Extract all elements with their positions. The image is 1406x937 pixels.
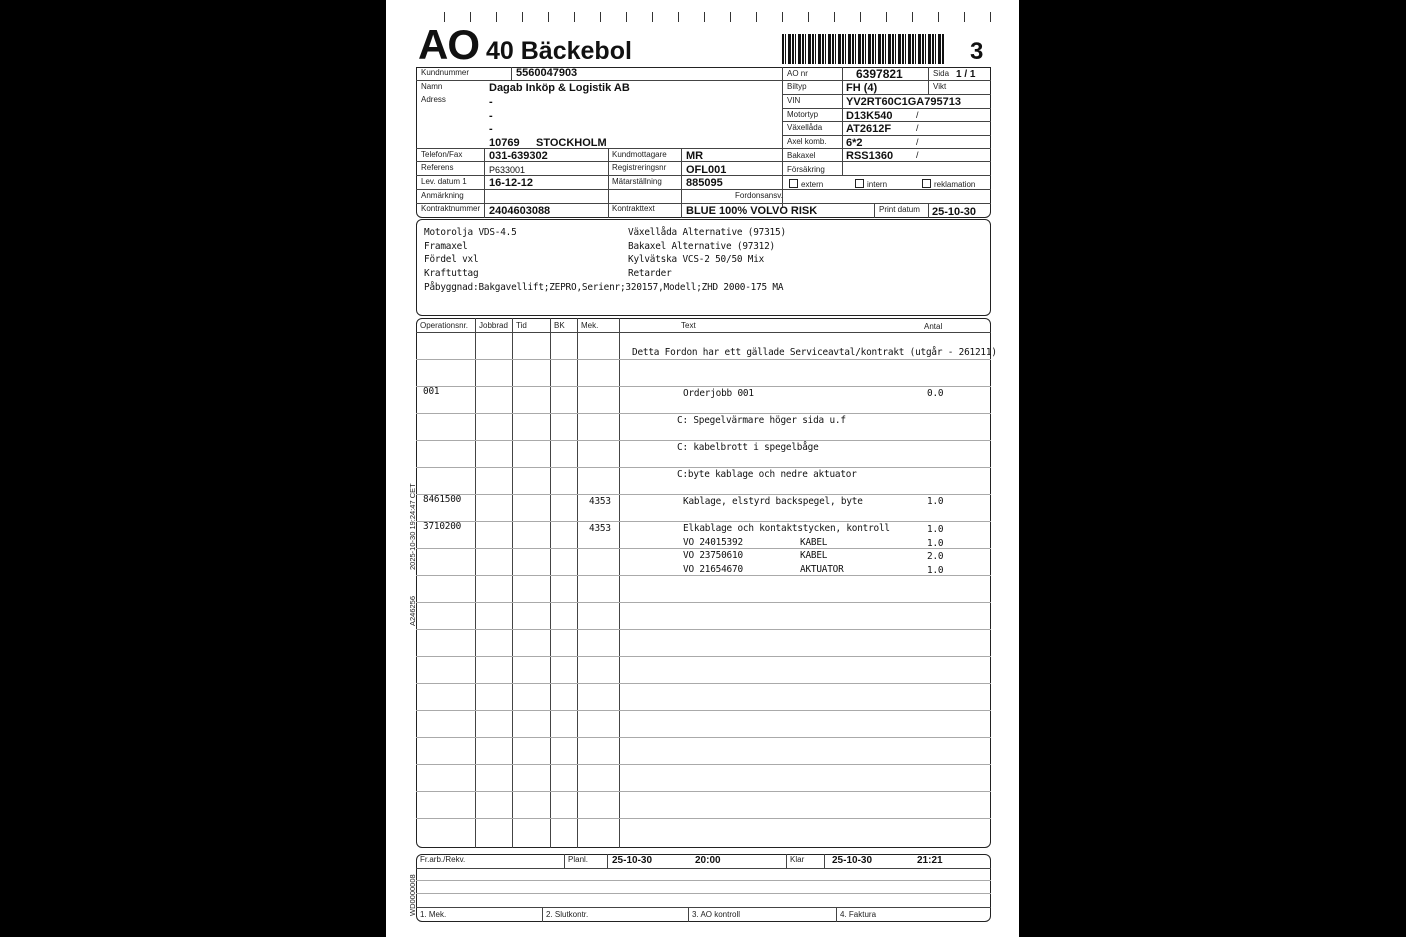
kundnummer-label: Kundnummer	[421, 68, 470, 77]
matarstallning-value: 885095	[686, 177, 723, 189]
biltyp-value: FH (4)	[846, 82, 878, 94]
work-order-page	[386, 0, 1019, 937]
levdatum-label: Lev. datum 1	[421, 177, 467, 186]
ort-value: STOCKHOLM	[536, 137, 607, 149]
referens-value: P633001	[489, 165, 526, 175]
spec-right-3: Kylvätska VCS-2 50/50 Mix	[628, 254, 765, 265]
frarb-label: Fr.arb./Rekv.	[420, 855, 466, 864]
bakaxel-slash: /	[916, 150, 919, 160]
col-tid: Tid	[516, 321, 527, 330]
part-code: VO 23750610	[683, 550, 743, 561]
part-antal: 1.0	[927, 565, 944, 576]
axel-value: 6*2	[846, 137, 863, 149]
col-opnr: Operationsnr.	[420, 321, 469, 330]
part-antal: 1.0	[927, 538, 944, 549]
fordonsansv-label: Fordonsansv.	[735, 191, 783, 200]
side-footer-id: WD0000008	[408, 874, 417, 916]
postnr-value: 10769	[489, 137, 520, 149]
row-text: C: Spegelvärmare höger sida u.f	[677, 415, 846, 426]
print-datum-value: 25-10-30	[932, 206, 977, 218]
signature-ao-kontroll: 3. AO kontroll	[692, 910, 741, 919]
klar-time: 21:21	[917, 855, 943, 866]
telefon-value: 031-639302	[489, 150, 548, 162]
row-text: Elkablage och kontaktstycken, kontroll	[683, 523, 890, 534]
part-name: AKTUATOR	[800, 564, 844, 575]
namn-label: Namn	[421, 82, 443, 91]
checkbox-icon	[855, 179, 864, 188]
row-opnr: 3710200	[423, 521, 462, 532]
klar-label: Klar	[790, 855, 805, 864]
intern-checkbox[interactable]: intern	[855, 179, 887, 189]
part-antal: 2.0	[927, 551, 944, 562]
motortyp-value: D13K540	[846, 110, 893, 122]
part-name: KABEL	[800, 537, 828, 548]
kundmottagare-value: MR	[686, 150, 704, 162]
copy-number: 3	[970, 38, 984, 65]
print-datum-label: Print datum	[879, 205, 920, 214]
motortyp-label: Motortyp	[787, 110, 819, 119]
row-opnr: 8461500	[423, 494, 462, 505]
part-name: KABEL	[800, 550, 828, 561]
kontrakt-value: 2404603088	[489, 205, 551, 217]
bakaxel-value: RSS1360	[846, 150, 894, 162]
adress-line-3: -	[489, 123, 493, 135]
levdatum-value: 16-12-12	[489, 177, 534, 189]
vikt-label: Vikt	[933, 82, 947, 91]
col-text: Text	[681, 321, 696, 330]
signature-slutkontr: 2. Slutkontr.	[546, 910, 589, 919]
col-antal: Antal	[924, 322, 943, 331]
kontrakttext-value: BLUE 100% VOLVO RISK	[686, 205, 818, 217]
referens-label: Referens	[421, 163, 454, 172]
spec-right-2: Bakaxel Alternative (97312)	[628, 241, 775, 252]
row-text: Orderjobb 001	[683, 388, 754, 399]
registreringsnr-label: Registreringsnr	[612, 163, 667, 172]
spec-left-4: Kraftuttag	[424, 268, 479, 279]
registreringsnr-value: OFL001	[686, 164, 727, 176]
side-doc-id: A246256	[408, 595, 417, 626]
plan-date: 25-10-30	[612, 855, 653, 866]
motortyp-slash: /	[916, 110, 919, 120]
service-contract-notice: Detta Fordon har ett gällade Serviceavtal/kontrakt (utgår - 261211)	[632, 347, 997, 358]
checkbox-icon	[789, 179, 798, 188]
row-antal: 0.0	[927, 388, 944, 399]
row-opnr: 001	[423, 386, 440, 397]
signature-mek: 1. Mek.	[420, 910, 447, 919]
vaxellada-slash: /	[916, 123, 919, 133]
spec-left-1: Motorolja VDS-4.5	[424, 227, 517, 238]
sida-value: 1 / 1	[956, 69, 976, 80]
namn-value: Dagab Inköp & Logistik AB	[489, 82, 630, 94]
kundmottagare-label: Kundmottagare	[612, 150, 667, 159]
telefon-label: Telefon/Fax	[421, 150, 463, 159]
ao-nr-value: 6397821	[856, 67, 903, 81]
adress-line-1: -	[489, 96, 493, 108]
spec-right-1: Växellåda Alternative (97315)	[628, 227, 786, 238]
row-mek: 4353	[589, 496, 611, 507]
kontrakt-label: Kontraktnummer	[421, 204, 481, 213]
col-bk: BK	[554, 321, 565, 330]
signature-faktura: 4. Faktura	[840, 910, 877, 919]
spec-left-3: Fördel vxl	[424, 254, 479, 265]
row-mek: 4353	[589, 523, 611, 534]
anmarkning-label: Anmärkning	[421, 191, 464, 200]
pabyggnad-text: Påbyggnad:Bakgavellift;ZEPRO,Serienr;320157,Modell;ZHD 2000-175 MA	[424, 282, 784, 293]
col-jobbrad: Jobbrad	[479, 321, 508, 330]
axel-label: Axel komb.	[787, 137, 827, 146]
vaxellada-value: AT2612F	[846, 123, 892, 135]
adress-label: Adress	[421, 95, 446, 104]
spec-right-4: Retarder	[628, 268, 672, 279]
vin-value: YV2RT60C1GA795713	[846, 96, 961, 108]
col-mek: Mek.	[581, 321, 599, 330]
page-title: 40 Bäckebol	[486, 37, 632, 65]
plan-time: 20:00	[695, 855, 721, 866]
kundnummer-value: 5560047903	[516, 67, 578, 79]
vaxellada-label: Växellåda	[787, 123, 823, 132]
row-text: C: kabelbrott i spegelbåge	[677, 442, 819, 453]
vin-label: VIN	[787, 96, 801, 105]
reklamation-checkbox[interactable]: reklamation	[922, 179, 975, 189]
klar-date: 25-10-30	[832, 855, 873, 866]
checkbox-icon	[922, 179, 931, 188]
matarstallning-label: Mätarställning	[612, 177, 662, 186]
spec-left-2: Framaxel	[424, 241, 468, 252]
row-text: C:byte kablage och nedre aktuator	[677, 469, 857, 480]
row-text: Kablage, elstyrd backspegel, byte	[683, 496, 863, 507]
kontrakttext-label: Kontrakttext	[612, 204, 655, 213]
forsakring-label: Försäkring	[787, 165, 825, 174]
row-antal: 1.0	[927, 496, 944, 507]
ao-mark: AO	[418, 21, 479, 68]
bakaxel-label: Bakaxel	[787, 151, 816, 160]
part-code: VO 21654670	[683, 564, 743, 575]
plan-label: Planl.	[568, 855, 589, 864]
extern-checkbox[interactable]: extern	[789, 179, 823, 189]
part-code: VO 24015392	[683, 537, 743, 548]
sida-label: Sida	[933, 69, 950, 78]
axel-slash: /	[916, 137, 919, 147]
row-antal: 1.0	[927, 524, 944, 535]
side-timestamp: 2025-10-30 19:24:47 CET	[408, 483, 417, 570]
biltyp-label: Biltyp	[787, 82, 807, 91]
adress-line-2: -	[489, 110, 493, 122]
ao-nr-label: AO nr	[787, 69, 808, 78]
barcode	[782, 34, 944, 64]
